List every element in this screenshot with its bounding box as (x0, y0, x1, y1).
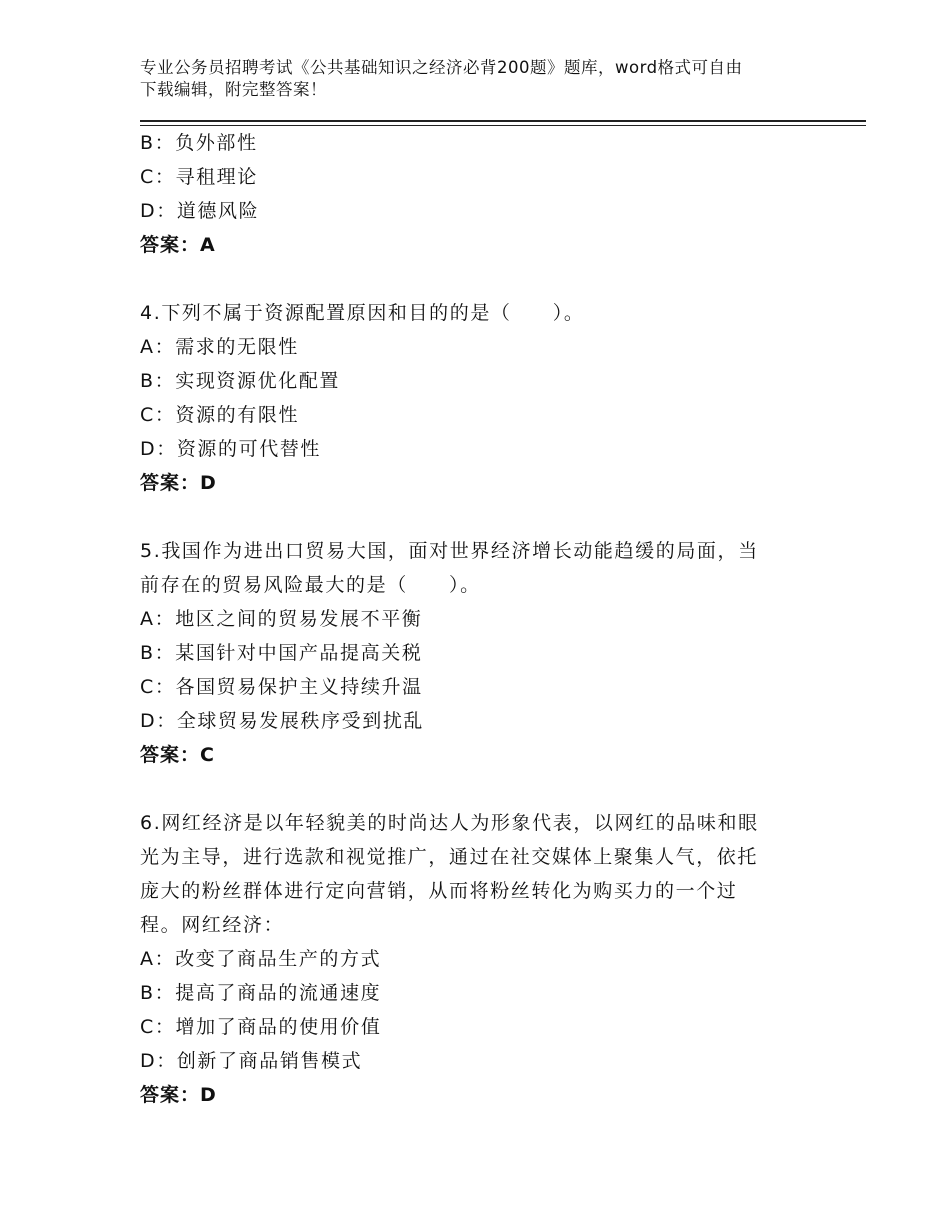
spacer (140, 500, 800, 534)
spacer (140, 772, 800, 806)
option-d: D：创新了商品销售模式 (140, 1050, 363, 1072)
question-text-line-4: 程。网红经济： (140, 914, 285, 936)
option-c: C：各国贸易保护主义持续升温 (140, 676, 423, 698)
spacer (140, 262, 800, 296)
answer: 答案：D (140, 1084, 217, 1106)
header-rule-thick (140, 120, 866, 122)
option-a: A：需求的无限性 (140, 336, 299, 358)
question-text-line-1: 6.网红经济是以年轻貌美的时尚达人为形象代表，以网红的品味和眼 (140, 812, 759, 834)
answer: 答案：A (140, 234, 216, 256)
option-b: B：某国针对中国产品提高关税 (140, 642, 423, 664)
option-d: D：全球贸易发展秩序受到扰乱 (140, 710, 425, 732)
option-b: B：提高了商品的流通速度 (140, 982, 382, 1004)
question-text: 4.下列不属于资源配置原因和目的的是（ ）。 (140, 302, 585, 324)
option-b: B：负外部性 (140, 132, 258, 154)
question-text-line-2: 前存在的贸易风险最大的是（ ）。 (140, 574, 481, 596)
question-4 (140, 296, 800, 500)
answer: 答案：C (140, 744, 215, 766)
option-b: B：实现资源优化配置 (140, 370, 341, 392)
option-c: C：增加了商品的使用价值 (140, 1016, 382, 1038)
header-line-1: 专业公务员招聘考试《公共基础知识之经济必背200题》题库，word格式可自由 (140, 58, 743, 77)
option-a: A：改变了商品生产的方式 (140, 948, 382, 970)
document-header (140, 57, 800, 101)
option-c: C：寻租理论 (140, 166, 258, 188)
option-d: D：资源的可代替性 (140, 438, 322, 460)
question-5 (140, 534, 800, 772)
question-text-line-1: 5.我国作为进出口贸易大国，面对世界经济增长动能趋缓的局面，当 (140, 540, 759, 562)
question-6 (140, 806, 800, 1112)
question-text-line-3: 庞大的粉丝群体进行定向营销，从而将粉丝转化为购买力的一个过 (140, 880, 738, 902)
option-d: D：道德风险 (140, 200, 260, 222)
question-text-line-2: 光为主导，进行选款和视觉推广，通过在社交媒体上聚集人气，依托 (140, 846, 759, 868)
header-line-2: 下载编辑，附完整答案！ (140, 80, 327, 99)
document-body (140, 126, 800, 1112)
option-c: C：资源的有限性 (140, 404, 300, 426)
answer: 答案：D (140, 472, 217, 494)
option-a: A：地区之间的贸易发展不平衡 (140, 608, 423, 630)
question-3 (140, 126, 800, 262)
